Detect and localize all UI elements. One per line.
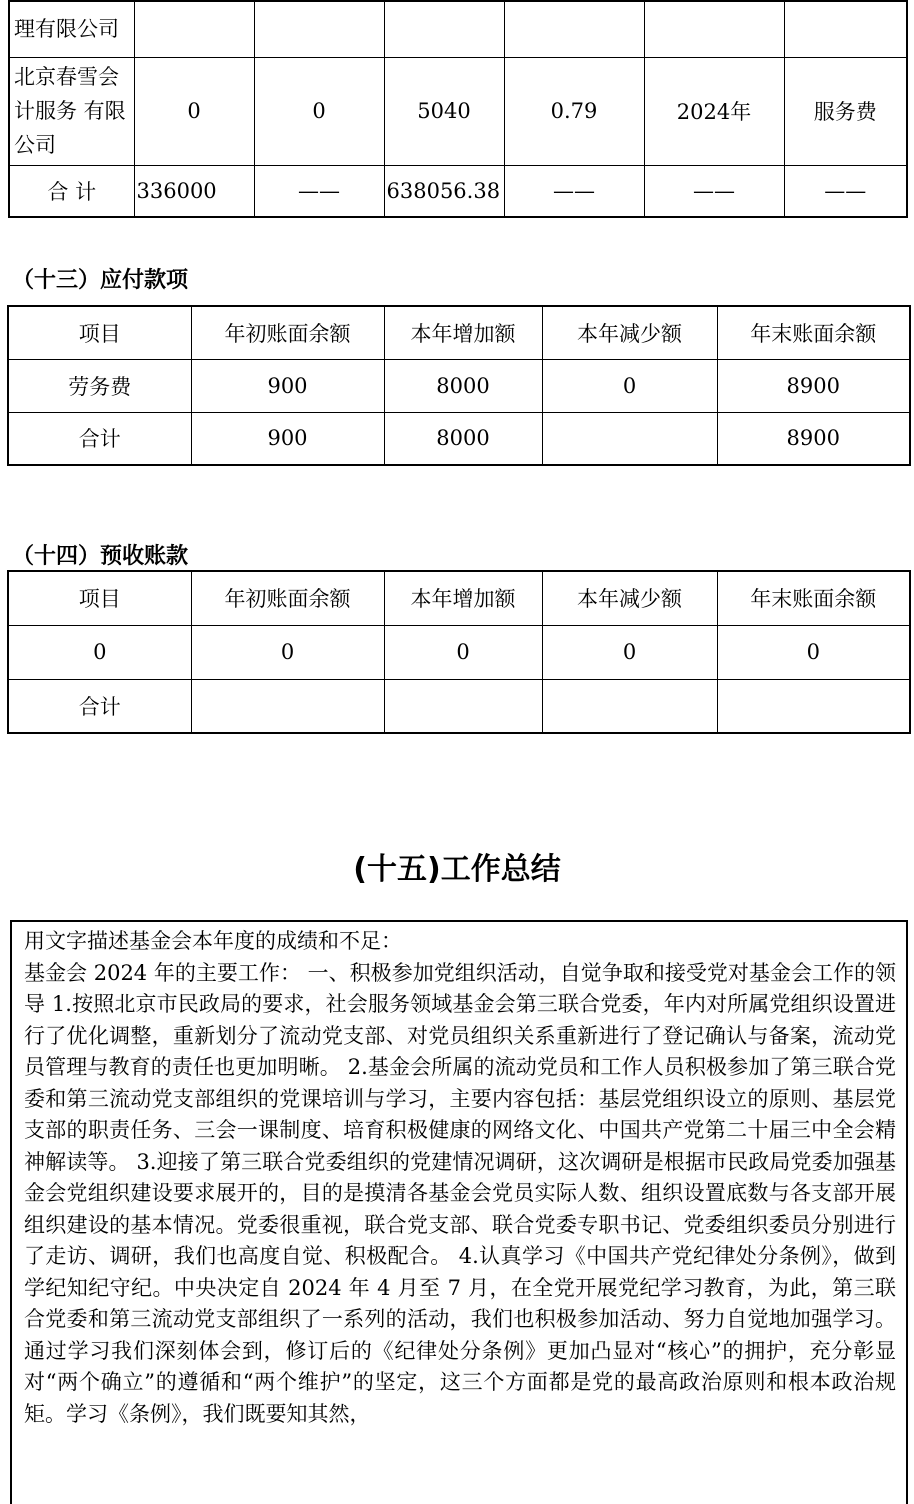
table-cell	[384, 679, 542, 733]
table-cell: 900	[191, 359, 384, 412]
column-header: 年初账面余额	[191, 306, 384, 359]
table-cell: ——	[644, 165, 784, 217]
table-cell	[717, 679, 910, 733]
table-cell: 劳务费	[8, 359, 191, 412]
total-row	[8, 412, 910, 465]
table-cell: 0	[384, 625, 542, 679]
advance-receipts-table	[7, 570, 911, 734]
column-header: 年初账面余额	[191, 571, 384, 625]
table-cell: 服务费	[784, 57, 907, 165]
column-header: 本年增加额	[384, 306, 542, 359]
table-cell	[784, 1, 907, 57]
row-name-cell: 理有限公司	[9, 1, 134, 57]
total-row	[8, 679, 910, 733]
table-cell: 0	[254, 57, 384, 165]
work-summary-box	[10, 920, 908, 1504]
section-15-title: (十五)工作总结	[353, 852, 561, 887]
table-cell: 0.79	[504, 57, 644, 165]
column-header: 项目	[8, 306, 191, 359]
column-header: 本年减少额	[542, 306, 717, 359]
table-cell	[542, 412, 717, 465]
summary-prompt: 用文字描述基金会本年度的成绩和不足：	[24, 929, 402, 953]
table-cell: ——	[504, 165, 644, 217]
table-cell	[644, 1, 784, 57]
table-cell: 合计	[8, 412, 191, 465]
table-cell: 0	[134, 57, 254, 165]
table-cell: 8000	[384, 359, 542, 412]
table-cell: 0	[542, 625, 717, 679]
column-header: 项目	[8, 571, 191, 625]
column-header: 本年增加额	[384, 571, 542, 625]
table-cell: 900	[191, 412, 384, 465]
donation-table-continued	[8, 0, 908, 218]
table-cell: ——	[254, 165, 384, 217]
column-header: 本年减少额	[542, 571, 717, 625]
table-cell: 2024年	[644, 57, 784, 165]
table-cell	[191, 679, 384, 733]
payables-table	[7, 305, 911, 466]
section-14-title: （十四）预收账款	[12, 544, 189, 569]
table-cell	[542, 679, 717, 733]
column-header: 年末账面余额	[717, 571, 910, 625]
table-cell	[134, 1, 254, 57]
table-cell: 合计	[8, 679, 191, 733]
table-cell: 0	[542, 359, 717, 412]
table-header-row	[8, 571, 910, 625]
table-cell	[254, 1, 384, 57]
table-cell: 336000	[134, 165, 254, 217]
table-cell: 8000	[384, 412, 542, 465]
total-label-cell: 合 计	[9, 165, 134, 217]
table-row	[8, 625, 910, 679]
table-cell: 0	[191, 625, 384, 679]
table-cell: 8900	[717, 412, 910, 465]
column-header: 年末账面余额	[717, 306, 910, 359]
table-cell: ——	[784, 165, 907, 217]
table-cell: 0	[717, 625, 910, 679]
table-cell: 5040	[384, 57, 504, 165]
table-cell	[384, 1, 504, 57]
table-cell	[504, 1, 644, 57]
summary-body: 基金会 2024 年的主要工作： 一、积极参加党组织活动，自觉争取和接受党对基金会工作的领导 1.按照北京市民政局的要求，社会服务领域基金会第三联合党委，年内对所属党组织设置进行了优化调整，重新划分了流动党支部、对党员组织关系重新进行了登记确认与备案，流动党员管理与教育的责任也更加明晰。 2.基金会所属的流动党员和工作人员积极参加了第三联合党委和第三流动党支部组织的党课培训与学习，主要内容包括：基层党组织设立的原则、基层党支部的职责任务、三会一课制度、培育积极健康的网络文化、中国共产党第二十届三中全会精神解读等。 3.迎接了第三联合党委组织的党建情况调研，这次调研是根据市民政局党委加强基金会党组织建设要求展开的，目的是摸清各基金会党员实际人数、组织设置底数与各支部开展组织建设的基本情况。党委很重视，联合党支部、联合党委专职书记、党委组织委员分别进行了走访、调研，我们也高度自觉、积极配合。 4.认真学习《中国共产党纪律处分条例》，做到学纪知纪守纪。中央决定自 2024 年 4 月至 7 月，在全党开展党纪学习教育，为此，第三联合党委和第三流动党支部组织了一系列的活动，我们也积极参加活动、努力自觉地加强学习。通过学习我们深刻体会到，修订后的《纪律处分条例》更加凸显对“核心”的拥护，充分彰显对“两个确立”的遵循和“两个维护”的坚定，这三个方面都是党的最高政治原则和根本政治规矩。学习《条例》，我们既要知其然，	[24, 960, 896, 1426]
table-cell: 8900	[717, 359, 910, 412]
table-header-row	[8, 306, 910, 359]
table-cell: 0	[8, 625, 191, 679]
table-row	[9, 57, 907, 165]
section-13-title: （十三）应付款项	[12, 268, 189, 293]
table-row	[8, 359, 910, 412]
table-row	[9, 1, 907, 57]
table-cell: 638056.38	[384, 165, 504, 217]
total-row	[9, 165, 907, 217]
row-name-cell: 北京春雪会计服务 有限公司	[9, 57, 134, 165]
